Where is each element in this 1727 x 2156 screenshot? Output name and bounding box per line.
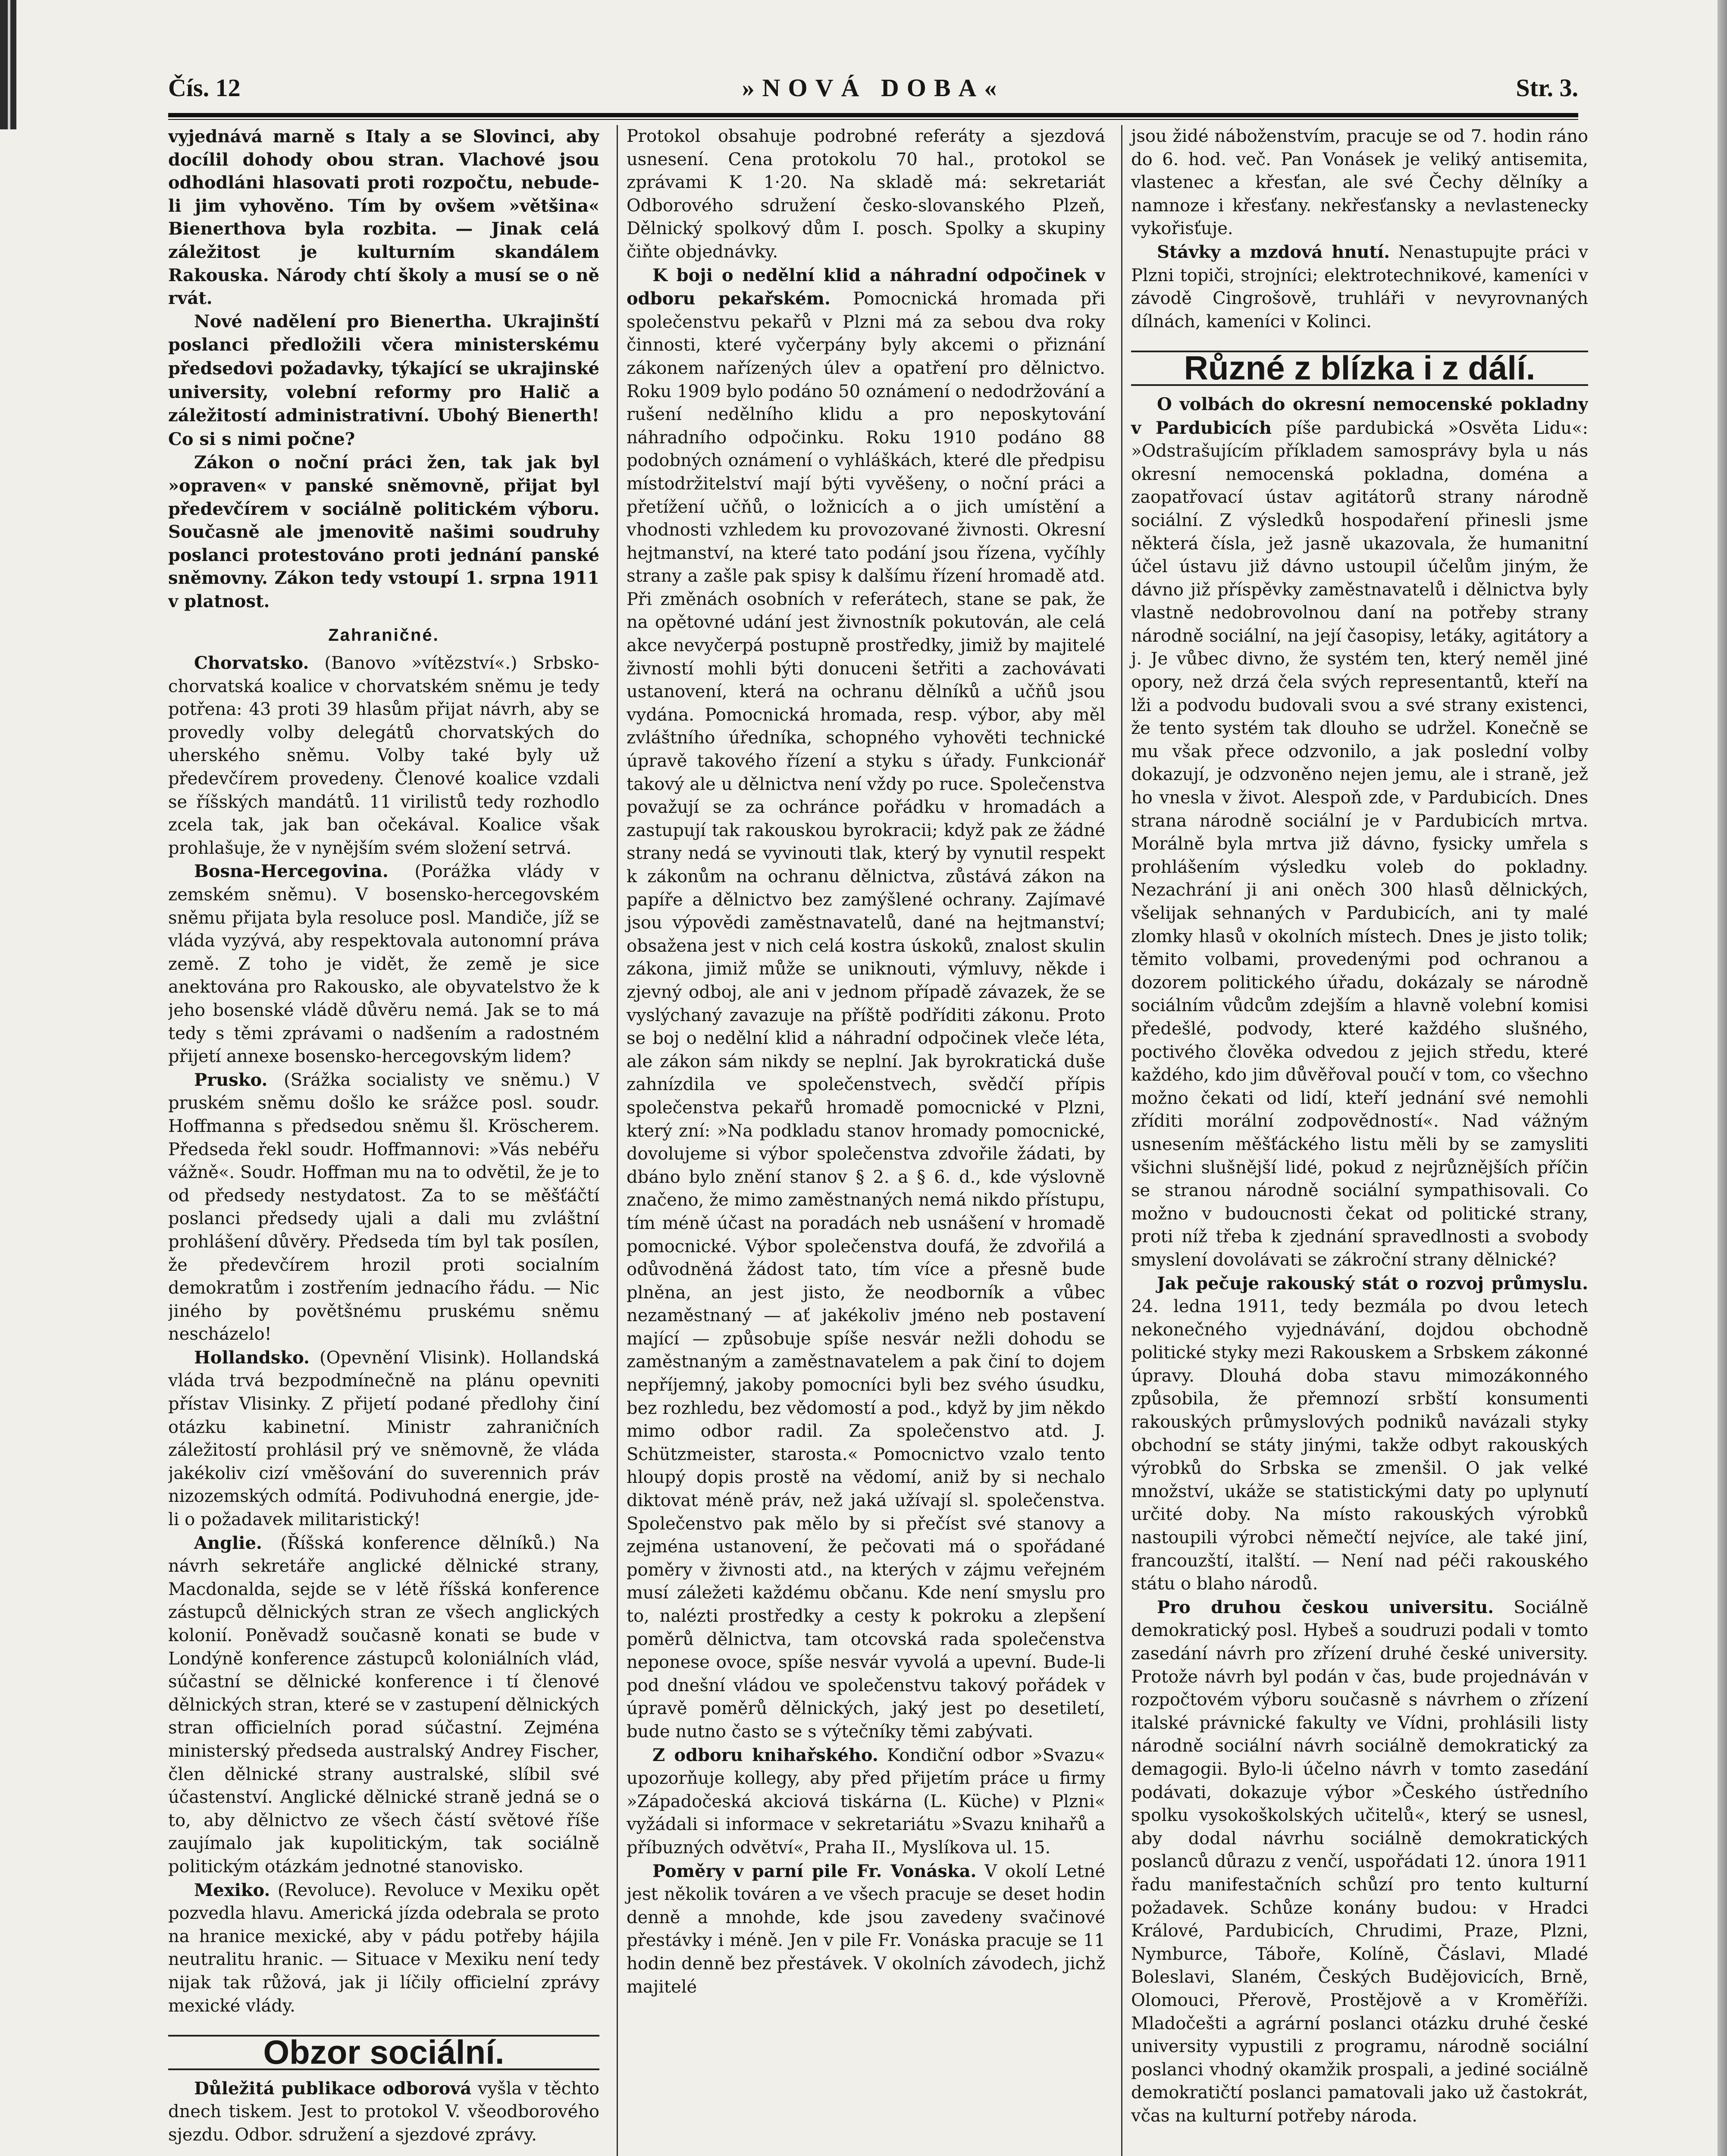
article-strikes xyxy=(1131,241,1588,333)
section-heading-social: Obzor sociální. xyxy=(168,2035,599,2070)
column-2 xyxy=(617,125,1105,2156)
article-heading: Prusko. xyxy=(194,1069,268,1090)
header-rule xyxy=(168,113,1578,117)
article-publication xyxy=(168,2077,599,2147)
article-body: 24. ledna 1911, tedy bezmála po dvou letech nekonečného vyjednávání, dojdou obchodně politické styky mezi Rakouskem a Srbskem zákonné úpravy. Dlouhá doba stavu mimozákonného způsobila, že přemnozí srbští konsumenti rakouských průmyslových podniků navázali styky obchodní se státy jinými, takže odbyt rakouských výrobků do Srbska se zmenšil. O jak velké množství, ukáže se statistickými daty po uplynutí určité doby. Na místo rakouských výrobků nastoupili výrobci němečtí nejvíce, ale také jiní, francouzští, italští. — Není nad péči rakouského státu o blaho národů. xyxy=(1131,1297,1588,1594)
article-heading: Stávky a mzdová hnutí. xyxy=(1157,241,1390,262)
article-pardubice xyxy=(1131,393,1588,1272)
article-holland xyxy=(168,1346,599,1532)
article-england xyxy=(168,1532,599,1879)
article-body: (Revoluce). Revoluce v Mexiku opět pozvedla hlavu. Americká jízda odebrala se proto na hranice mexické, aby v pádu potřeby hájila neutralitu hranic. — Situace v Mexiku není tedy nijak tak růžová, jak ji líčily officielní zprávy mexické vlády. xyxy=(168,1880,599,2016)
article-heading: Bosna-Hercegovina. xyxy=(194,861,389,882)
article-heading: Pro druhou českou universitu. xyxy=(1157,1597,1494,1617)
article-body: vyšla v těchto dnech tiskem. Jest to protokol V. všeodborového sjezdu. Odbor. sdružení a sjezdové zprávy. xyxy=(168,2078,599,2145)
article-prussia xyxy=(168,1069,599,1346)
article-body: Nenastupujte práci v Plzni topiči, strojníci; elektrotechnikové, kameníci v závodě Cingrošově, truhláři v nevyrovnaných dílnách, kameníci v Kolinci. xyxy=(1131,242,1588,332)
article-heading: Mexiko. xyxy=(194,1880,270,1900)
article-mexico xyxy=(168,1879,599,2018)
article-industry xyxy=(1131,1272,1588,1596)
article-heading: Z odboru knihařského. xyxy=(652,1745,878,1765)
scan-right-edge xyxy=(1718,0,1727,2156)
article-sawmill xyxy=(627,1860,1105,1999)
issue-number: Čís. 12 xyxy=(168,74,241,102)
article-bookbinders xyxy=(627,1744,1105,1860)
page-header xyxy=(168,73,1578,112)
article-heading: Chorvatsko. xyxy=(194,653,309,674)
article-night-work: Zákon o noční práci žen, tak jak byl »opraven« v panské sněmovně, přijat byl předevčírem v sociálně politickém výboru. Současně ale jmenovitě našimi soudruhy poslanci protestováno proti jednání panské sněmovny. Zákon tedy vstoupí 1. srpna 1911 v platnost. xyxy=(168,452,599,611)
page-number: Str. 3. xyxy=(1516,74,1578,102)
article-body: Kondiční odbor »Svazu« upozorňuje kollegy, aby před přijetím práce u firmy »Západočeská akciová tiskárna (L. Küche) v Plzni« vyžádali si informace v sekretariátu »Svazu knihařů a příbuzných odvětví«, Praha II., Myslíkova ul. 15. xyxy=(627,1745,1105,1858)
article-heading: Hollandsko. xyxy=(194,1347,310,1368)
article-heading: Důležitá publikace odborová xyxy=(194,2078,472,2099)
scan-edge-mark xyxy=(0,0,30,129)
article-heading: Anglie. xyxy=(194,1532,262,1553)
article-body: (Říšská konference dělníků.) Na návrh sekretáře anglické dělnické strany, Macdonalda, sejde se v létě říšská konference zástupců dělnických stran ze všech anglických kolonií. Poněvadž současně konati se bude v Londýně konference zástupců koloniálních vlád, súčastní se dělnické konference i tí členové dělnických stran, které se v zastupení dělnických stran officielních porad súčastní. Zejména ministerský předseda australský Andrey Fischer, člen dělnické strany australské, slíbil své účastenství. Anglické dělnické straně jedná se o to, aby dělnictvo ze všech částí světové říše zaujímalo jak kupolitickým, tak sociálně politickým otázkám jednotné stanovisko. xyxy=(168,1533,599,1877)
article-protocol: Protokol obsahuje podrobné referáty a sjezdová usnesení. Cena protokolu 70 hal., protokol se zprávami K 1·20. Na skladě má: sekretariát Odborového sdružení česko-slovanského Plzeň, Dělnický spolkový dům I. posch. Spolky a skupiny čiňte objednávky. xyxy=(627,126,1105,262)
article-heading: Jak pečuje rakouský stát o rozvoj průmyslu. xyxy=(1157,1273,1588,1294)
masthead-title: »NOVÁ DOBA« xyxy=(742,74,1005,102)
article-university xyxy=(1131,1596,1588,2128)
article-body: Ukrajinští poslanci předložili včera ministerskému předsedovi požadavky, týkající se ukrajinské university, volební reformy pro Halič a záležitostí administrativní. Ubohý Bienerth! Co si s nimi počne? xyxy=(168,311,599,449)
article-italy-slovenes: vyjednává marně s Italy a se Slovinci, aby docílil dohody obou stran. Vlachové jsou odhodláni hlasovati proti rozpočtu, nebude-li jim vyhověno. Tím by ovšem »většina« Bienerthova byla rozbita. — Jinak celá záležitost je kulturním skandálem Rakouska. Národy chtí školy a musí se o ně rvát. xyxy=(168,126,599,309)
column-1 xyxy=(168,125,599,2156)
article-heading: Nové nadělení pro Bienertha. xyxy=(194,311,492,332)
article-body: (Porážka vlády v zemském sněmu). V bosensko-hercegovském sněmu přijata byla resoluce posl. Mandiče, jíž se vláda vyzývá, aby respektovala autonomní práva země. Z toho je vidět, že země je sice anektována pro Rakousko, ale obyvatelstvo že k jeho bosenské vládě důvěru nemá. Jak se to má tedy s těmi zprávami o nadšením a radostném přijetí annexe bosensko-hercegovským lidem? xyxy=(168,862,599,1067)
section-heading-foreign: Zahraničné. xyxy=(328,626,439,645)
article-sawmill-continued: jsou židé náboženstvím, pracuje se od 7. hodin ráno do 6. hod. več. Pan Vonásek je veliký antisemita, vlastenec a křesťan, ale své Čechy dělníky a namnoze i křesťany. nekřesťansky a nevlastenecky vykořisťuje. xyxy=(1131,126,1588,239)
article-heading: Poměry v parní pile Fr. Vonáska. xyxy=(652,1861,977,1881)
article-heading: O volbách do okresní nemocenské pokladny v Pardubicích xyxy=(1131,394,1588,438)
article-body: Pomocnická hromada při společenstvu pekařů v Plzni má za sebou dva roky činnosti, které vyčerpány byly akcemi o přiznání zákonem nařízených úlev a opatření pro dělnictvo. Roku 1909 bylo podáno 50 oznámení o nedodržování a rušení nedělního klidu a pro neposkytování náhradního odpočinku. Roku 1910 podáno 88 podobných oznámení o vyhláškách, které dle předpisu místodržitelství mají býti vyvěšeny, o noční práci a přetížení učňů, o ložnicích a o jich umístění a vhodnosti vzhledem ku provozované živnosti. Okresní hejtmanství, na které tato podání jsou řízena, vyčíhly strany a zašle pak spisy k dalšímu řízení hromadě atd. Při změnách osobních v referátech, stane se pak, že na opětovné udání jest živnostník pokutován, ale celá akce nevyčerpá postupně prostředky, jimiž by majitelé živností mohli býti donuceni šetřiti a zachovávati ustanovení, která na ochranu dělníků a učňů jsou vydána. Pomocnická hromada, resp. výbor, aby měl zvláštního úředníka, schopného vyhověti technické úpravě takového řízení a styku s úřady. Funkcionář takový ale u dělnictva není vždy po ruce. Společenstva považují se za ochránce pořádku v hromadách a zastupují tak rakouskou byrokracii; když pak ze žádné strany nedá se vyvinouti tlak, který by vynutil respekt k zákonům na ochranu dělnictva, zůstává zákon na papíře a dělnictvo bez zamýšlené ochrany. Zajímavé jsou výpovědi zaměstnavatelů, dané na hejtmanství; obsažena jest v nich celá kostra úskoků, znalost skulin zákona, jimiž může se uniknouti, výmluvy, někde i zjevný odboj, ale ani v jednom případě závazek, že se vyslýchaný zavazuje na příště podříditi zákonu. Proto se boj o nedělní klid a náhradní odpočinek vleče léta, ale zákon sám nikdy se neplní. Jak byrokratická duše zahnízdila ve společenstvech, svědčí přípis společenstva pekařů hromadě pomocnické v Plzni, který zní: »Na podkladu stanov hromady pomocnické, dovolujeme si výbor společenstva zdvořile žádati, by dbáno bylo znění stanov § 2. a § 6. d., kde výslovně značeno, že mimo zaměstnaných nemá nikdo přístupu, tím méně účast na poradách neb usnášení v hromadě pomocnické. Výbor společenstva doufá, že zdvořilá a odůvodněná žádost tato, tím více a přesně bude plněna, an jest jisto, že neodborník a vůbec nezaměstnaný — ať jakékoliv jméno neb postavení mající — způsobuje spíše nesvár nežli dohodu se zaměstnaným a zaměstnavatelem a pak činí to dojem nepříjemný, jakoby pomocníci byli bez svého úsudku, bez rozhledu, bez vědomostí a pod., když by jim někdo mimo odbor radil. Za společenstvo atd. J. Schützmeister, starosta.« Pomocnictvo vzalo tento hloupý dopis prostě na vědomí, aniž by si nechalo diktovat méně práv, než jaká užívají sl. společenstva. Společenstvo pak mělo by si přečíst své stanovy a zejména ustanovení, že pečovati má o spořádané poměry v živnosti atd., na kterých v zájmu veřejném musí záležeti každému občanu. Kde není smyslu pro to, nalézti prostředky a cesty k pokroku a zlepšení poměrů dělnictva, tam otcovská rada společenstva neponese ovoce, spíše nesvár vyvolá a upevní. Bude-li pod dnešní vládou ve společenstvu takový pořádek v úpravě poměrů dělnických, jaký jest po desetiletí, bude nutno často se s výtečníky těmi zabývati. xyxy=(627,289,1105,1742)
article-body: (Banovo »vítězství«.) Srbsko-chorvatská koalice v chorvatském sněmu je tedy potřena: 43 proti 39 hlasům přijat návrh, aby se provedly volby delegátů chorvatských do uherského sněmu. Volby také byly už předevčírem provedeny. Členové koalice vzdali se říšských mandátů. 11 virilistů tedy rozhodlo zcela tak, jak ban očekával. Koalice však prohlašuje, že v nynějším svém složení setrvá. xyxy=(168,653,599,858)
article-bienerth xyxy=(168,310,599,451)
article-body: píše pardubická »Osvěta Lidu«: »Odstrašujícím příkladem samosprávy byla u nás okresní nemocenská pokladna, doména a zaopatřovací ústav agitátorů strany národně sociální. Z výsledků hospodaření přinesli jsme některá čísla, jež jasně ukazovala, že humanitní účel ústavu již dávno ustoupil účelům jiným, že dávno již příspěvky zaměstnavatelů i dělnictva byly vlastně nedobrovolnou daní na potřeby strany národně sociální, na její časopisy, letáky, agitátory a j. Je vůbec divno, že systém ten, který neměl jiné opory, než drzá čela svých representantů, kteří na lži a podvodu budovali svou a své strany existenci, že tento systém tak dlouho se udržel. Konečně se mu však přece odzvonilo, a jak poslední volby dokazují, je odzvoněno nejen jemu, ale i straně, jež ho vnesla v život. Alespoň zde, v Pardubicích. Dnes strana národně sociální je v Pardubicích mrtva. Morálně byla mrtva již dávno, fysicky umřela s prohlášením výsledku voleb do pokladny. Nezachrání ji ani oněch 300 hlasů dělnických, všelijak sehnaných v Pardubicích, ani ty malé zlomky hlasů v okolních místech. Dnes je jisto tolik; těmito volbami, provedenými pod ochranou a dozorem politického úřadu, dokázaly se národně sociálním vůdcům zdejším a hlavně volební komisi předešlé, podvody, které každého slušného, poctivého člověka odvedou z jejich středu, které každého, kdo jim důvěřoval poučí v tom, co všechno možno čekati od lidí, kteří jednání své nemohli zříditi morální zodpovědností«. Nad vážným usnesením měšťáckého listu měli by se zamysliti všichni slušnější lidé, pokud z nejrůznějších příčin se stranou národně sociální sympathisovali. Co možno v budoucnosti čekat od politické strany, proti níž třeba k zjednání spravedlnosti a svobody smyslení dovolávati se zákroční strany dělnické? xyxy=(1131,418,1588,1270)
article-bosnia xyxy=(168,860,599,1068)
article-bakers xyxy=(627,264,1105,1744)
article-croatia xyxy=(168,652,599,860)
column-3 xyxy=(1121,125,1588,2156)
article-heading: K boji o nedělní klid a náhradní odpočinek v odboru pekařském. xyxy=(627,265,1105,309)
section-heading-various: Různé z blízka i z dálí. xyxy=(1131,351,1588,386)
article-body: (Srážka socialisty ve sněmu.) V pruském sněmu došlo ke srážce posl. soudr. Hoffmanna s předsedou sněmu šl. Kröscherem. Předseda řekl soudr. Hoffmannovi: »Vás nebéřu vážně«. Soudr. Hoffman mu na to odvětil, že je to od předsedy nestydatost. Za to se měšťáčtí poslanci předsedy ujali a dali mu zvláštní prohlášení důvěry. Předseda tím byl tak posílen, že předevčírem hrozil proti socialním demokratům i zostřením jednacího řádu. — Nic jiného by povětšnému pruskému sněmu nescházelo! xyxy=(168,1070,599,1344)
article-body: (Opevnění Vlisink). Hollandská vláda trvá bezpodmínečně na plánu opevniti přístav Vlisinky. Z přijetí podané předlohy činí otázku kabinetní. Ministr zahraničních záležitostí prohlásil prý ve sněmovně, že vláda jakékoliv cizí vměšování do suverennich práv nizozemských odmítá. Podivuhodná energie, jde-li o požadavek militaristický! xyxy=(168,1348,599,1530)
article-body: V okolí Letné jest několik továren a ve všech pracuje se deset hodin denně a mnohde, kde jsou zavedeny svačinové přestávky i méně. Jen v pile Fr. Vonáska pracuje se 11 hodin denně bez přestávek. V okolních závodech, jichž majitelé xyxy=(627,1861,1105,1997)
article-body: Sociálně demokratický posl. Hybeš a soudruzi podali v tomto zasedání návrh pro zřízení druhé české university. Protože návrh byl podán v čas, bude projednáván v rozpočtovém výboru současně s návrhem o zřízení italské právnické fakulty ve Vídni, prohlásili listy národně sociální návrh sociálně demokratický za demagogii. Bylo-li účelno návrh v tomto zasedání podávati, dokazuje výbor »Českého ústředního spolku vysokoškolských učitelů«, který se usnesl, aby dodal návrhu sociálně demokratických poslanců důrazu z venčí, uspořádati 12. února 1911 řadu manifestačních schůzí pro tento kulturní požadavek. Schůze konány budou: v Hradci Králové, Pardubicích, Chrudimi, Praze, Plzni, Nymburce, Táboře, Kolíně, Čáslavi, Mladé Boleslavi, Slaném, Českých Budějovicích, Brně, Olomouci, Přerově, Prostějově a v Kroměříži. Mladočešti a agrární poslanci otázku druhé české university vypustili z programu, národně sociální poslanci vhodný okamžik prospali, a jediné sociálně demokratičtí poslanci pamatovali jako už častokrát, včas na kulturní potřeby národa. xyxy=(1131,1597,1588,2126)
